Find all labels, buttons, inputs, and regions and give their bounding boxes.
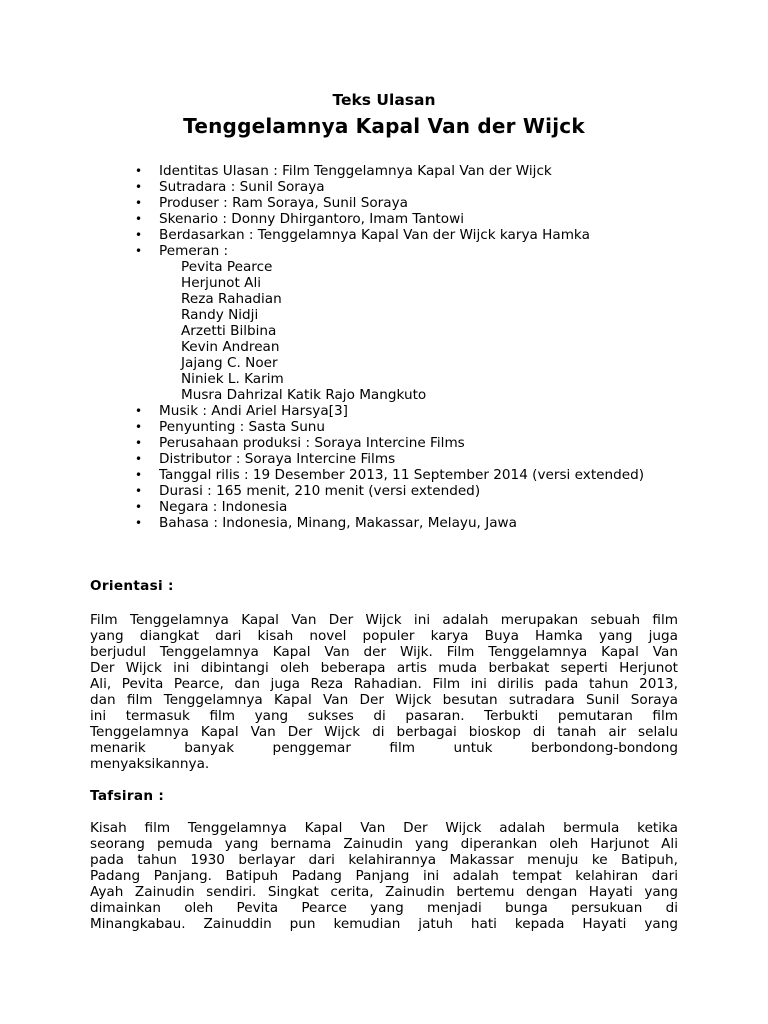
bullet-icon: • xyxy=(135,452,143,466)
list-item: • Bahasa : Indonesia, Minang, Makassar, Melayu, Jawa xyxy=(135,515,517,531)
bullet-icon: • xyxy=(135,164,143,178)
bullet-icon: • xyxy=(135,516,143,530)
paragraph-line: Tenggelamnya Kapal Van Der Wijck di berbagai bioskop di tanah air selalu xyxy=(90,724,678,740)
bullet-icon: • xyxy=(135,484,143,498)
paragraph-line: menarik banyak penggemar film untuk berbondong-bondong xyxy=(90,740,678,756)
cast-member: Jajang C. Noer xyxy=(181,355,278,371)
paragraph-line: Film Tenggelamnya Kapal Van Der Wijck ini adalah merupakan sebuah film xyxy=(90,612,678,628)
orientasi-heading: Orientasi : xyxy=(90,578,174,594)
bullet-icon: • xyxy=(135,196,143,210)
bullet-icon: • xyxy=(135,180,143,194)
bullet-icon: • xyxy=(135,228,143,242)
list-item: • Perusahaan produksi : Soraya Intercine Films xyxy=(135,435,465,451)
list-item: • Penyunting : Sasta Sunu xyxy=(135,419,326,435)
paragraph-line: Ali, Pevita Pearce, dan juga Reza Rahadian. Film ini dirilis pada tahun 2013, xyxy=(90,676,678,692)
bullet-icon: • xyxy=(135,244,143,258)
bullet-icon: • xyxy=(135,404,143,418)
cast-member: Randy Nidji xyxy=(181,307,259,323)
list-item: • Distributor : Soraya Intercine Films xyxy=(135,451,396,467)
bullet-icon: • xyxy=(135,420,143,434)
bullet-icon: • xyxy=(135,436,143,450)
cast-member: Kevin Andrean xyxy=(181,339,280,355)
paragraph-line: dan film Tenggelamnya Kapal Van Der Wijck besutan sutradara Sunil Soraya xyxy=(90,692,678,708)
bullet-icon: • xyxy=(135,468,143,482)
list-item: • Produser : Ram Soraya, Sunil Soraya xyxy=(135,195,408,211)
paragraph-line: Der Wijck ini dibintangi oleh beberapa artis muda berbakat seperti Herjunot xyxy=(90,660,678,676)
paragraph-line: yang diangkat dari kisah novel populer karya Buya Hamka yang juga xyxy=(90,628,678,644)
tafsiran-heading: Tafsiran : xyxy=(90,788,165,804)
orientasi-paragraph xyxy=(90,612,678,772)
paragraph-line: berjudul Tenggelamnya Kapal Van der Wijk. Film Tenggelamnya Kapal Van xyxy=(90,644,678,660)
cast-member: Arzetti Bilbina xyxy=(181,323,277,339)
cast-member: Musra Dahrizal Katik Rajo Mangkuto xyxy=(181,387,427,403)
paragraph-line: Ayah Zainudin sendiri. Singkat cerita, Zainudin bertemu dengan Hayati yang xyxy=(90,884,678,900)
paragraph-line: pada tahun 1930 berlayar dari kelahirannya Makassar menuju ke Batipuh, xyxy=(90,852,678,868)
list-item: • Sutradara : Sunil Soraya xyxy=(135,179,325,195)
paragraph-line: dimainkan oleh Pevita Pearce yang menjadi bunga persukuan di xyxy=(90,900,678,916)
paragraph-line: Padang Panjang. Batipuh Padang Panjang ini adalah tempat kelahiran dari xyxy=(90,868,678,884)
document-title: Teks Ulasan xyxy=(332,91,436,109)
cast-list xyxy=(159,259,678,403)
cast-member: Pevita Pearce xyxy=(181,259,273,275)
title-block xyxy=(0,90,768,140)
cast-member: Herjunot Ali xyxy=(181,275,262,291)
cast-member: Reza Rahadian xyxy=(181,291,282,307)
paragraph-line: seorang pemuda yang bernama Zainudin yang diperankan oleh Harjunot Ali xyxy=(90,836,678,852)
list-item: • Skenario : Donny Dhirgantoro, Imam Tantowi xyxy=(135,211,464,227)
list-item: • Negara : Indonesia xyxy=(135,499,288,515)
list-item-cast: • Pemeran : Pevita Pearce Herjunot Ali Reza Rahadian Randy Nidji Arzetti Bilbina Kevin Andrean Jajang C. Noer Niniek L. Karim Musra Dahrizal Katik Rajo Mangkuto xyxy=(130,243,678,403)
document-subtitle: Tenggelamnya Kapal Van der Wijck xyxy=(183,114,585,138)
bullet-icon: • xyxy=(135,212,143,226)
paragraph-line: ini termasuk film yang sukses di pasaran. Terbukti pemutaran film xyxy=(90,708,678,724)
cast-member: Niniek L. Karim xyxy=(181,371,284,387)
tafsiran-paragraph xyxy=(90,820,678,932)
paragraph-line: Minangkabau. Zainuddin pun kemudian jatuh hati kepada Hayati yang xyxy=(90,916,678,932)
list-item: • Identitas Ulasan : Film Tenggelamnya Kapal Van der Wijck xyxy=(135,163,552,179)
bullet-icon: • xyxy=(135,500,143,514)
identity-list xyxy=(130,163,678,531)
list-item: • Musik : Andi Ariel Harsya[3] xyxy=(135,403,348,419)
list-item: • Berdasarkan : Tenggelamnya Kapal Van der Wijck karya Hamka xyxy=(135,227,590,243)
list-item: • Durasi : 165 menit, 210 menit (versi extended) xyxy=(135,483,481,499)
paragraph-line: menyaksikannya. xyxy=(90,756,210,772)
paragraph-line: Kisah film Tenggelamnya Kapal Van Der Wijck adalah bermula ketika xyxy=(90,820,678,836)
list-item: • Tanggal rilis : 19 Desember 2013, 11 September 2014 (versi extended) xyxy=(135,467,645,483)
